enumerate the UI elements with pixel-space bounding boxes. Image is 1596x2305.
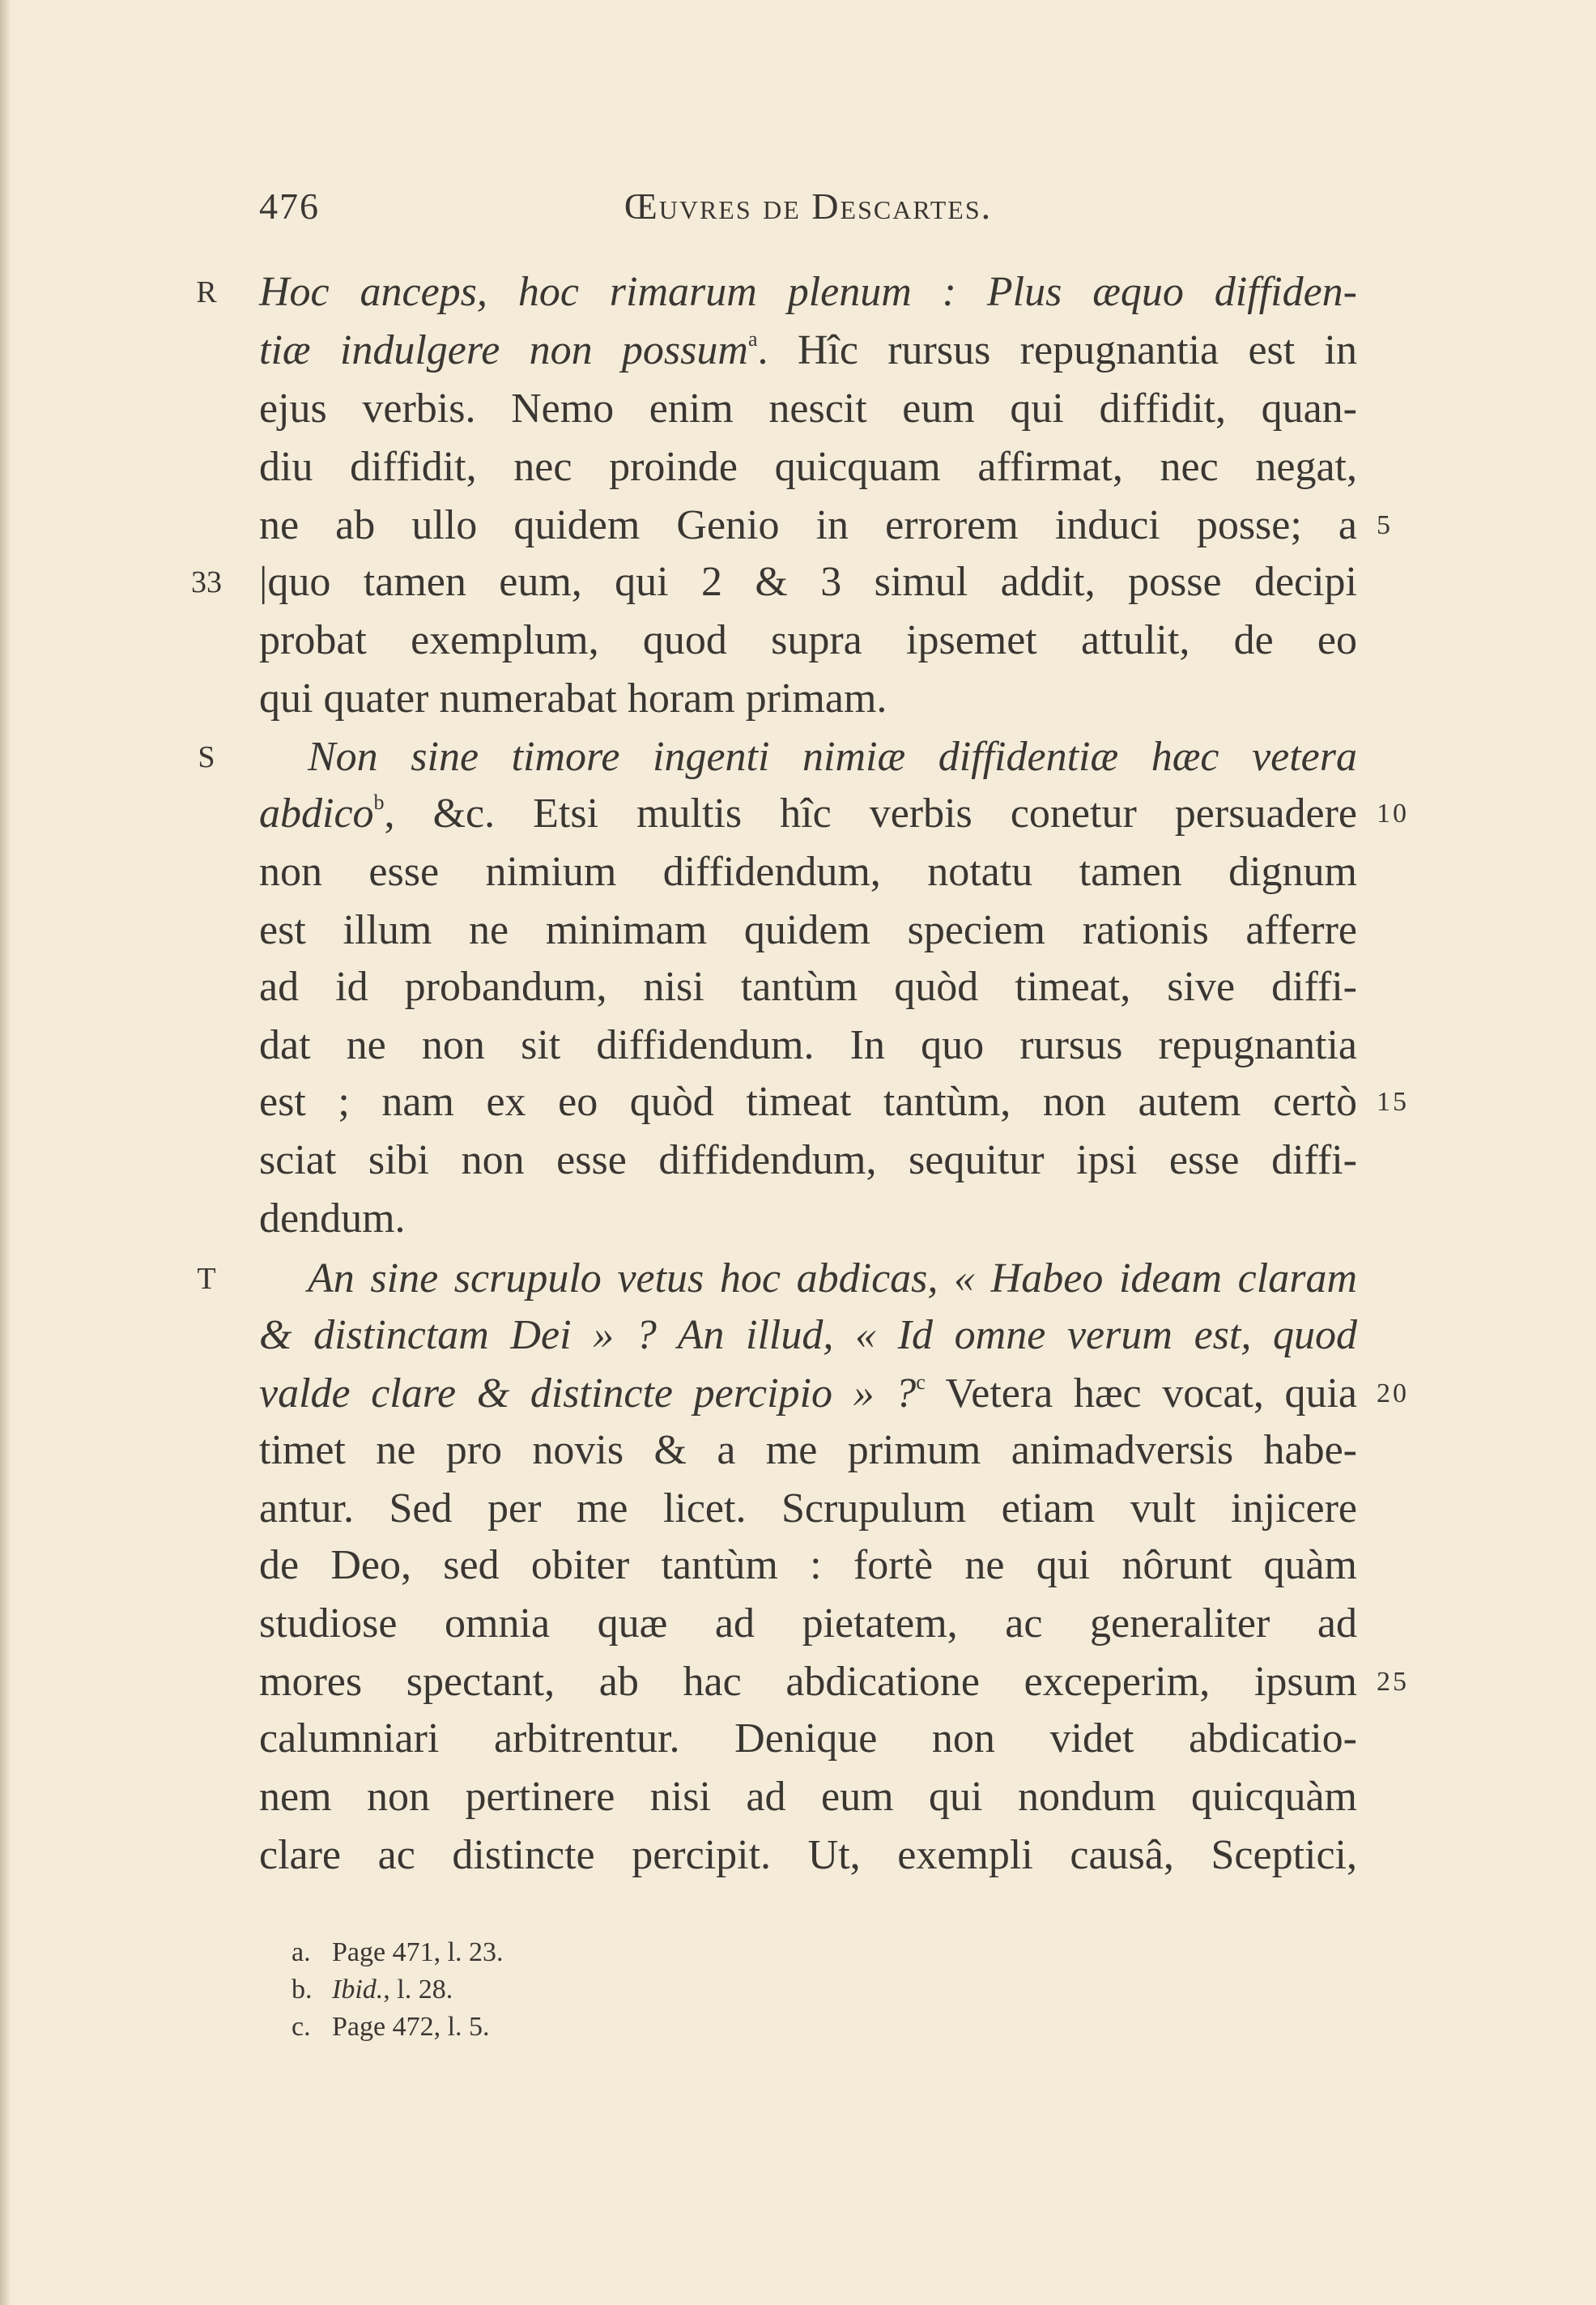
text-line: |quo tamen eum, qui 2 & 3 simul addit, posse decipi	[259, 559, 1357, 605]
footnote-mark: c.	[292, 2012, 311, 2042]
footnote	[292, 1971, 939, 2009]
line-number: 15	[1377, 1087, 1409, 1117]
footnote-text: Page 471, l. 23.	[332, 1937, 504, 1967]
line-number: 10	[1377, 799, 1409, 829]
footnote-ref[interactable]: c	[916, 1370, 926, 1394]
italic-text: tiæ indulgere non possum	[259, 327, 748, 373]
text-line	[259, 264, 1357, 321]
text-line: ne ab ullo quidem Genio in errorem induci posse; a	[259, 502, 1357, 548]
roman-text: , &c. Etsi multis hîc verbis conetur persuadere	[384, 790, 1357, 837]
margin-label-left: R	[196, 275, 217, 309]
line-number: 20	[1377, 1378, 1409, 1408]
text-line: diu diffidit, nec proinde quicquam affirmat, nec negat,	[259, 444, 1357, 490]
text-line: est ; nam ex eo quòd timeat tantùm, non autem certò	[259, 1079, 1357, 1125]
text-line: de Deo, sed obiter tantùm : fortè ne qui nôrunt quàm	[259, 1542, 1357, 1588]
text-line	[259, 1366, 1357, 1422]
footnote-ref[interactable]: a	[747, 327, 758, 351]
italic-text: abdico	[259, 790, 374, 837]
italic-text: Hoc anceps, hoc rimarum plenum : Plus æquo diffiden-	[259, 269, 1357, 315]
running-title: Œuvres de Descartes.	[624, 185, 993, 227]
text-line: est illum ne minimam quidem speciem rationis afferre	[259, 907, 1357, 953]
page-number: 476	[259, 185, 320, 227]
text-line: dat ne non sit diffidendum. In quo rursus repugnantia	[259, 1022, 1357, 1068]
text-line: probat exemplum, quod supra ipsemet attulit, de eo	[259, 617, 1357, 663]
footnote-mark: a.	[292, 1937, 311, 1967]
footnote-mark: b.	[292, 1975, 313, 2005]
margin-label-left: S	[198, 740, 215, 774]
text-line: sciat sibi non esse diffidendum, sequitur ipsi esse diffi-	[259, 1137, 1357, 1183]
page-header	[259, 185, 1357, 241]
text-line: timet ne pro novis & a me primum animadversis habe-	[259, 1427, 1357, 1473]
text-line: ejus verbis. Nemo enim nescit eum qui diffidit, quan-	[259, 386, 1357, 432]
margin-label-left: T	[197, 1262, 216, 1296]
italic-text: An sine scrupulo vetus hoc abdicas, « Habeo ideam claram	[308, 1255, 1357, 1302]
text-line: clare ac distincte percipit. Ut, exempli causâ, Sceptici,	[259, 1832, 1357, 1878]
text-line	[308, 1250, 1357, 1307]
text-line	[259, 322, 1357, 379]
page-edge	[0, 0, 11, 2305]
text-line: studiose omnia quæ ad pietatem, ac generaliter ad	[259, 1600, 1357, 1647]
text-line	[259, 786, 1357, 842]
footnote-italic: Ibid.	[332, 1975, 384, 2005]
footnote-text: Page 472, l. 5.	[332, 2012, 490, 2042]
line-number: 5	[1377, 510, 1393, 540]
italic-text: valde clare & distincte percipio » ?	[259, 1370, 917, 1417]
text-line: antur. Sed per me licet. Scrupulum etiam vult injicere	[259, 1485, 1357, 1532]
text-line: qui quater numerabat horam primam.	[259, 675, 887, 722]
footnotes	[292, 1934, 939, 2046]
text-line: non esse nimium diffidendum, notatu tamen dignum	[259, 849, 1357, 895]
roman-text: Vetera hæc vocat, quia	[925, 1370, 1357, 1417]
text-line	[308, 729, 1357, 786]
margin-label-left: 33	[191, 565, 222, 599]
text-line: calumniari arbitrentur. Denique non videt abdicatio-	[259, 1715, 1357, 1762]
footnote-text: , l. 28.	[383, 1975, 453, 2005]
italic-text: & distinctam Dei » ? An illud, « Id omne verum est, quod	[259, 1312, 1357, 1358]
footnote-ref[interactable]: b	[373, 790, 385, 814]
text-line	[259, 1307, 1357, 1364]
text-line: ad id probandum, nisi tantùm quòd timeat, sive diffi-	[259, 964, 1357, 1010]
footnote	[292, 2009, 939, 2046]
italic-text: Non sine timore ingenti nimiæ diffidentiæ hæc vetera	[308, 734, 1357, 780]
text-line: mores spectant, ab hac abdicatione exceperim, ipsum	[259, 1659, 1357, 1705]
text-line: dendum.	[259, 1195, 406, 1242]
text-line: nem non pertinere nisi ad eum qui nondum quicquàm	[259, 1774, 1357, 1820]
line-number: 25	[1377, 1667, 1409, 1697]
footnote	[292, 1934, 939, 1971]
roman-text: . Hîc rursus repugnantia est in	[757, 327, 1357, 373]
